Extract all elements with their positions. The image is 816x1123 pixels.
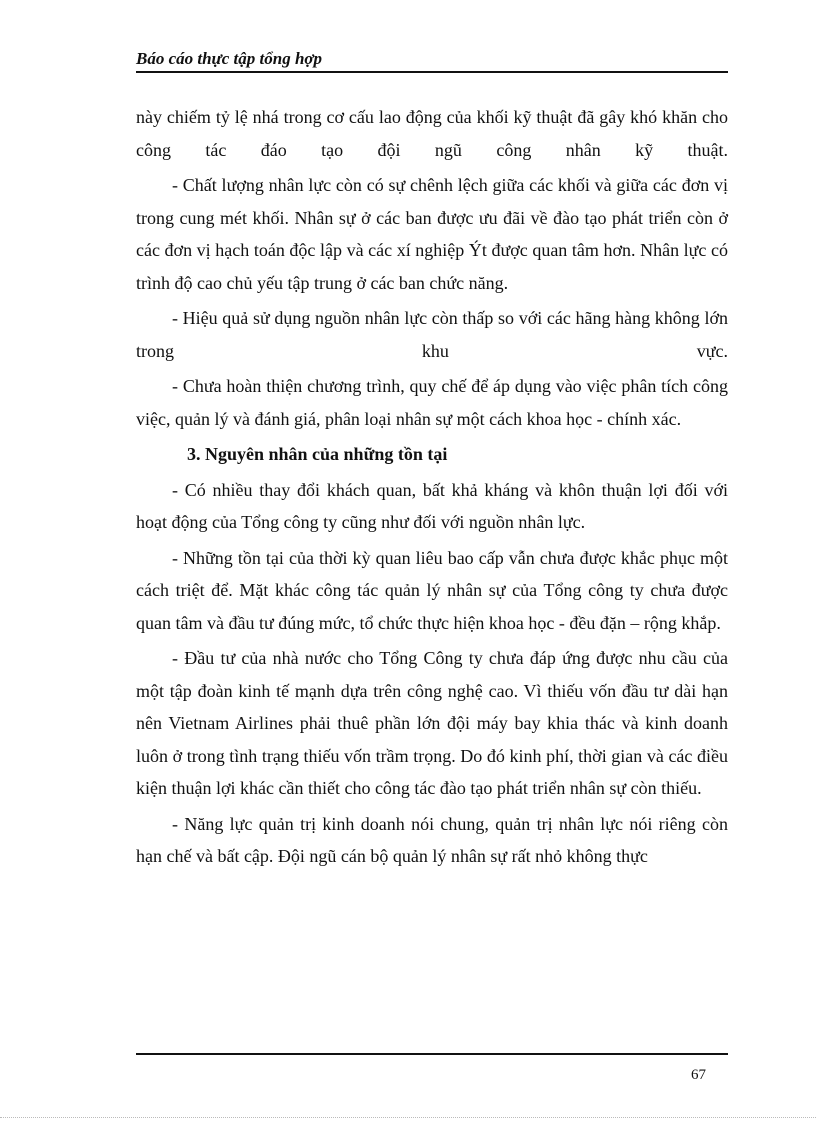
paragraph: - Chưa hoàn thiện chương trình, quy chế để áp dụng vào việc phân tích công việc, quản lý và đánh giá, phân loại nhân sự một cách khoa học - chính xác. (136, 376, 728, 429)
document-body (136, 101, 728, 876)
paragraph: - Có nhiều thay đổi khách quan, bất khả kháng và khôn thuận lợi đối với hoạt động của Tổng công ty cũng như đối với nguồn nhân lực. (136, 479, 728, 532)
page-edge-divider (0, 1117, 816, 1118)
header-title: Báo cáo thực tập tổng hợp (136, 49, 323, 68)
paragraph: - Chất lượng nhân lực còn có sự chênh lệch giữa các khối và giữa các đơn vị trong cung mét khối. Nhân sự ở các ban được ưu đãi về đào tạo phát triển còn ở các đơn vị hạch toán độc lập và các xí nghiệp Ýt được quan tâm hơn. Nhân lực có trình độ cao chủ yếu tập trung ở các ban chức năng. (136, 175, 728, 293)
header-rule (136, 71, 728, 73)
footer-rule (136, 1053, 728, 1055)
paragraph: - Hiệu quả sử dụng nguồn nhân lực còn thấp so với các hãng hàng không lớn trong khu vực. (136, 308, 728, 361)
page-footer (136, 1053, 728, 1083)
paragraph: - Năng lực quản trị kinh doanh nói chung, quản trị nhân lực nói riêng còn hạn chế và bất cập. Đội ngũ cán bộ quản lý nhân sự rất nhỏ không thực (136, 813, 728, 866)
page-header (136, 49, 728, 73)
paragraph: - Đầu tư của nhà nước cho Tổng Công ty chưa đáp ứng được nhu cầu của một tập đoàn kinh tế mạnh dựa trên công nghệ cao. Vì thiếu vốn đầu tư dài hạn nên Vietnam Airlines phải thuê phần lớn đội máy bay khia thác và kinh doanh luôn ở trong tình trạng thiếu vốn trầm trọng. Do đó kinh phí, thời gian và các điều kiện thuận lợi khác cần thiết cho công tác đào tạo phát triển nhân sự còn thiếu. (136, 648, 728, 798)
paragraph: này chiếm tỷ lệ nhá trong cơ cấu lao động của khối kỹ thuật đã gây khó khăn cho công tác đáo tạo đội ngũ công nhân kỹ thuật. (136, 107, 728, 160)
paragraph: - Những tồn tại của thời kỳ quan liêu bao cấp vẫn chưa được khắc phục một cách triệt để. Mặt khác công tác quản lý nhân sự của Tổng công ty chưa được quan tâm và đầu tư đúng mức, tổ chức thực hiện khoa học - đều đặn – rộng khắp. (136, 547, 728, 633)
section-heading: 3. Nguyên nhân của những tồn tại (187, 444, 448, 464)
page-number: 67 (691, 1067, 706, 1083)
